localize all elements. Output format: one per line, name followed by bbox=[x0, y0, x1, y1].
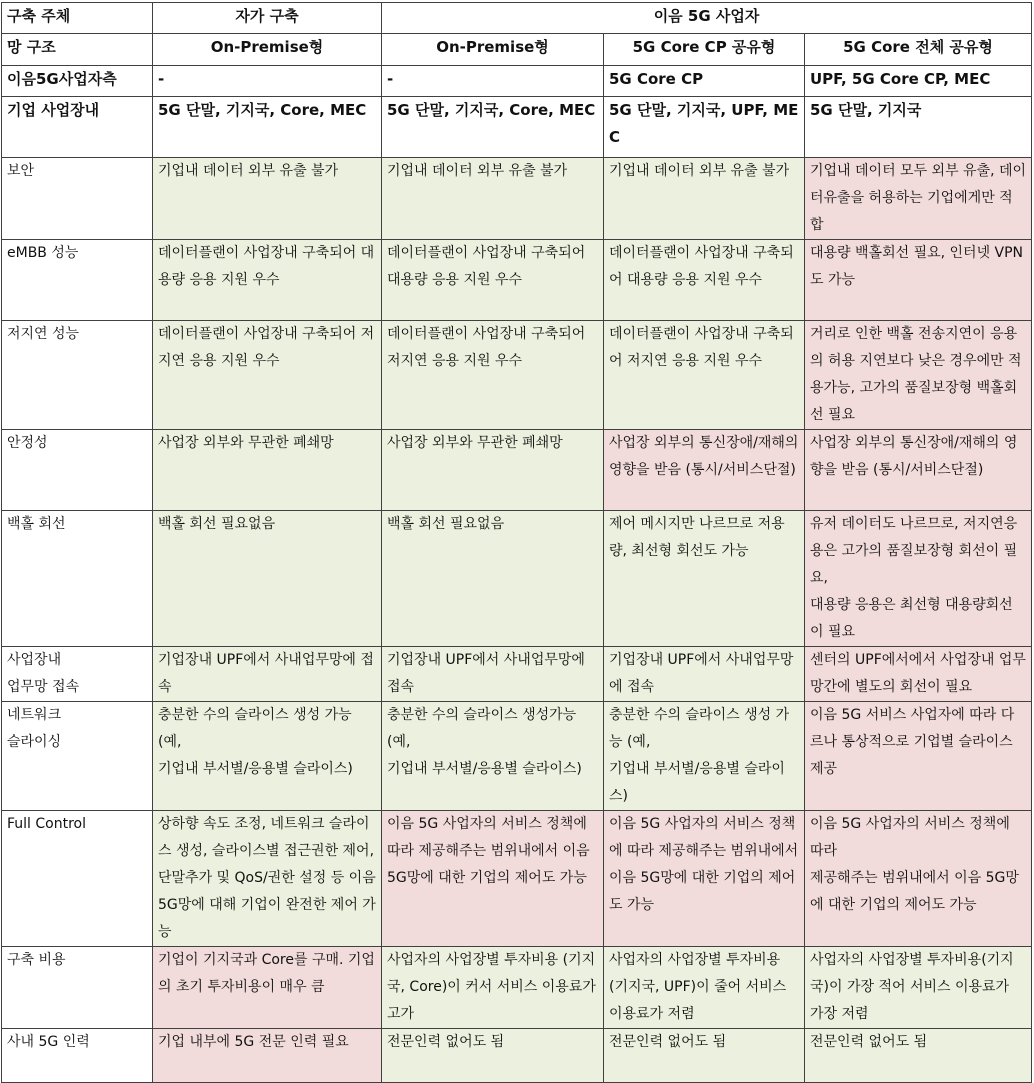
row-label: 보안 bbox=[2, 158, 153, 240]
cell-c2: 전문인력 없어도 됨 bbox=[382, 1029, 604, 1083]
header-label-enterprise-site: 기업 사업장내 bbox=[2, 97, 153, 158]
header-row-network bbox=[2, 34, 1032, 66]
cell-c4: 이음 5G 서비스 사업자에 따라 다르나 통상적으로 기업별 슬라이스 제공 bbox=[805, 702, 1032, 811]
row-label: 네트워크 슬라이싱 bbox=[2, 702, 153, 811]
header-operator-side-c2: - bbox=[382, 66, 604, 97]
cell-c2: 기업장내 UPF에서 사내업무망에 접속 bbox=[382, 647, 604, 702]
header-network-c2: On-Premise형 bbox=[382, 34, 604, 66]
row-label: 구축 비용 bbox=[2, 947, 153, 1029]
cell-c3: 이음 5G 사업자의 서비스 정책에 따라 제공해주는 범위내에서 이음 5G망에 대한 기업의 제어도 가능 bbox=[604, 811, 805, 947]
cell-c1: 기업 내부에 5G 전문 인력 필요 bbox=[153, 1029, 382, 1083]
cell-c3: 제어 메시지만 나르므로 저용량, 최선형 회선도 가능 bbox=[604, 511, 805, 647]
cell-c4: 사업장 외부의 통신장애/재해의 영향을 받음 (통시/서비스단절) bbox=[805, 430, 1032, 511]
row-low-latency bbox=[2, 321, 1032, 430]
cell-c2: 기업내 데이터 외부 유출 불가 bbox=[382, 158, 604, 240]
cell-c2: 사업장 외부와 무관한 폐쇄망 bbox=[382, 430, 604, 511]
comparison-table bbox=[1, 2, 1032, 1083]
header-label-network: 망 구조 bbox=[2, 34, 153, 66]
header-row-enterprise-site bbox=[2, 97, 1032, 158]
row-label: 백홀 회선 bbox=[2, 511, 153, 647]
cell-c1: 데이터플랜이 사업장내 구축되어 저지연 응용 지원 우수 bbox=[153, 321, 382, 430]
header-row-builder bbox=[2, 3, 1032, 34]
cell-c4: 대용량 백홀회선 필요, 인터넷 VPN도 가능 bbox=[805, 240, 1032, 321]
cell-c1: 기업장내 UPF에서 사내업무망에 접속 bbox=[153, 647, 382, 702]
cell-c3: 기업내 데이터 외부 유출 불가 bbox=[604, 158, 805, 240]
cell-c4: 유저 데이터도 나르므로, 저지연응용은 고가의 품질보장형 회선이 필요, 대용량 응용은 최선형 대용량회선이 필요 bbox=[805, 511, 1032, 647]
header-self-build: 자가 구축 bbox=[153, 3, 382, 34]
header-operator-side-c3: 5G Core CP bbox=[604, 66, 805, 97]
cell-c4: 사업자의 사업장별 투자비용(기지국)이 가장 적어 서비스 이용료가 가장 저렴 bbox=[805, 947, 1032, 1029]
header-label-operator-side: 이음5G사업자측 bbox=[2, 66, 153, 97]
header-enterprise-site-c4: 5G 단말, 기지국 bbox=[805, 97, 1032, 158]
row-label: Full Control bbox=[2, 811, 153, 947]
cell-c1: 상하향 속도 조정, 네트워크 슬라이스 생성, 슬라이스별 접근권한 제어, 단말추가 및 QoS/권한 설정 등 이음5G망에 대해 기업이 완전한 제어 가능 bbox=[153, 811, 382, 947]
row-full-control bbox=[2, 811, 1032, 947]
cell-c3: 전문인력 없어도 됨 bbox=[604, 1029, 805, 1083]
row-label: eMBB 성능 bbox=[2, 240, 153, 321]
cell-c4: 이음 5G 사업자의 서비스 정책에 따라 제공해주는 범위내에서 이음 5G망에 대한 기업의 제어도 가능 bbox=[805, 811, 1032, 947]
header-row-operator-side bbox=[2, 66, 1032, 97]
cell-c3: 기업장내 UPF에서 사내업무망에 접속 bbox=[604, 647, 805, 702]
cell-c4: 거리로 인한 백홀 전송지연이 응용의 허용 지연보다 낮은 경우에만 적용가능, 고가의 품질보장형 백홀회선 필요 bbox=[805, 321, 1032, 430]
cell-c4: 기업내 데이터 모두 외부 유출, 데이터유출을 허용하는 기업에게만 적합 bbox=[805, 158, 1032, 240]
cell-c1: 백홀 회선 필요없음 bbox=[153, 511, 382, 647]
cell-c1: 기업내 데이터 외부 유출 불가 bbox=[153, 158, 382, 240]
row-cost bbox=[2, 947, 1032, 1029]
cell-c3: 사업자의 사업장별 투자비용(기지국, UPF)이 줄어 서비스 이용료가 저렴 bbox=[604, 947, 805, 1029]
row-stability bbox=[2, 430, 1032, 511]
cell-c3: 사업장 외부의 통신장애/재해의 영향을 받음 (통시/서비스단절) bbox=[604, 430, 805, 511]
cell-c2: 사업자의 사업장별 투자비용 (기지국, Core)이 커서 서비스 이용료가 고가 bbox=[382, 947, 604, 1029]
row-backhaul bbox=[2, 511, 1032, 647]
row-security bbox=[2, 158, 1032, 240]
cell-c1: 데이터플랜이 사업장내 구축되어 대용량 응용 지원 우수 bbox=[153, 240, 382, 321]
row-label: 저지연 성능 bbox=[2, 321, 153, 430]
row-embb bbox=[2, 240, 1032, 321]
header-network-c1: On-Premise형 bbox=[153, 34, 382, 66]
row-staff bbox=[2, 1029, 1032, 1083]
cell-c2: 백홀 회선 필요없음 bbox=[382, 511, 604, 647]
cell-c2: 데이터플랜이 사업장내 구축되어 대용량 응용 지원 우수 bbox=[382, 240, 604, 321]
header-enterprise-site-c2: 5G 단말, 기지국, Core, MEC bbox=[382, 97, 604, 158]
header-operator-side-c1: - bbox=[153, 66, 382, 97]
header-network-c3: 5G Core CP 공유형 bbox=[604, 34, 805, 66]
cell-c4: 전문인력 없어도 됨 bbox=[805, 1029, 1032, 1083]
cell-c2: 이음 5G 사업자의 서비스 정책에 따라 제공해주는 범위내에서 이음 5G망에 대한 기업의 제어도 가능 bbox=[382, 811, 604, 947]
header-operator-side-c4: UPF, 5G Core CP, MEC bbox=[805, 66, 1032, 97]
cell-c1: 기업이 기지국과 Core를 구매. 기업의 초기 투자비용이 매우 큼 bbox=[153, 947, 382, 1029]
cell-c3: 데이터플랜이 사업장내 구축되어 저지연 응용 지원 우수 bbox=[604, 321, 805, 430]
cell-c1: 충분한 수의 슬라이스 생성 가능 (예, 기업내 부서별/응용별 슬라이스) bbox=[153, 702, 382, 811]
row-slicing bbox=[2, 702, 1032, 811]
header-label-builder: 구축 주체 bbox=[2, 3, 153, 34]
cell-c1: 사업장 외부와 무관한 폐쇄망 bbox=[153, 430, 382, 511]
row-label: 안정성 bbox=[2, 430, 153, 511]
header-network-c4: 5G Core 전체 공유형 bbox=[805, 34, 1032, 66]
cell-c3: 충분한 수의 슬라이스 생성 가능 (예, 기업내 부서별/응용별 슬라이스) bbox=[604, 702, 805, 811]
row-label: 사업장내 업무망 접속 bbox=[2, 647, 153, 702]
header-operator: 이음 5G 사업자 bbox=[382, 3, 1032, 34]
row-label: 사내 5G 인력 bbox=[2, 1029, 153, 1083]
header-enterprise-site-c1: 5G 단말, 기지국, Core, MEC bbox=[153, 97, 382, 158]
cell-c4: 센터의 UPF에서에서 사업장내 업무망간에 별도의 회선이 필요 bbox=[805, 647, 1032, 702]
cell-c2: 충분한 수의 슬라이스 생성가능 (예, 기업내 부서별/응용별 슬라이스) bbox=[382, 702, 604, 811]
cell-c2: 데이터플랜이 사업장내 구축되어 저지연 응용 지원 우수 bbox=[382, 321, 604, 430]
header-enterprise-site-c3: 5G 단말, 기지국, UPF, MEC bbox=[604, 97, 805, 158]
cell-c3: 데이터플랜이 사업장내 구축되어 대용량 응용 지원 우수 bbox=[604, 240, 805, 321]
row-intranet-access bbox=[2, 647, 1032, 702]
